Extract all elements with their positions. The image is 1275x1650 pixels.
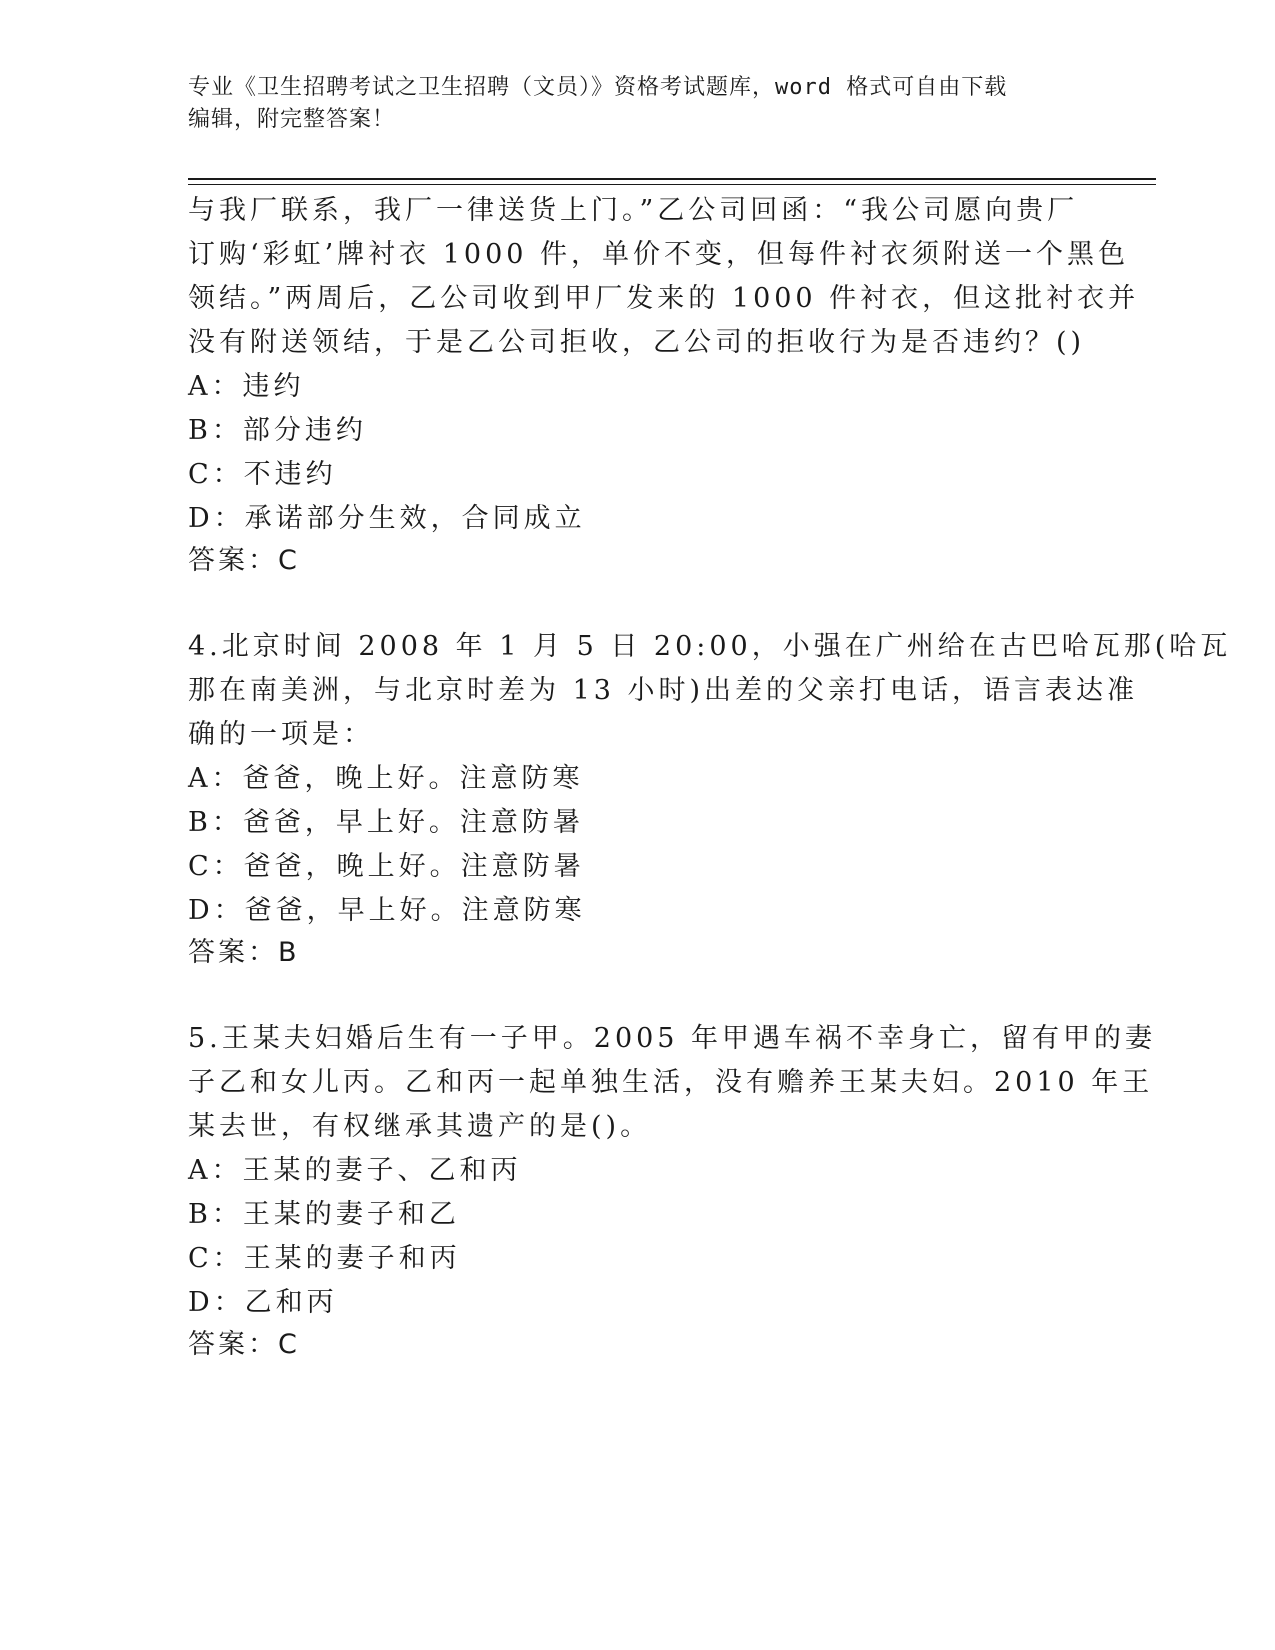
q5-option-b: B：王某的妻子和乙 bbox=[188, 1199, 460, 1230]
q4-line-3: 确的一项是： bbox=[188, 719, 374, 750]
header-line-1: 专业《卫生招聘考试之卫生招聘（文员）》资格考试题库，word 格式可自由下载 bbox=[188, 75, 1008, 100]
q3-line-4: 没有附送领结，于是乙公司拒收，乙公司的拒收行为是否违约？() bbox=[188, 327, 1086, 358]
q5-option-c: C：王某的妻子和丙 bbox=[188, 1243, 461, 1274]
q4-option-d: D：爸爸，早上好。注意防寒 bbox=[188, 895, 586, 926]
q5-line-1: 5.王某夫妇婚后生有一子甲。2005 年甲遇车祸不幸身亡，留有甲的妻 bbox=[188, 1023, 1157, 1054]
q5-option-a: A：王某的妻子、乙和丙 bbox=[188, 1155, 522, 1186]
q3-option-d: D：承诺部分生效，合同成立 bbox=[188, 503, 586, 534]
q4-option-c: C：爸爸，晚上好。注意防暑 bbox=[188, 851, 585, 882]
q5-answer: 答案：C bbox=[188, 1329, 300, 1360]
header-rule-thick bbox=[188, 178, 1156, 180]
q3-option-a: A：违约 bbox=[188, 371, 305, 402]
q3-option-b: B：部分违约 bbox=[188, 415, 367, 446]
header-line-2: 编辑，附完整答案！ bbox=[188, 107, 396, 132]
document-header bbox=[188, 72, 1088, 136]
q3-line-3: 领结。”两周后，乙公司收到甲厂发来的 1000 件衬衣，但这批衬衣并 bbox=[188, 283, 1140, 314]
q3-answer: 答案：C bbox=[188, 545, 300, 576]
q5-line-3: 某去世，有权继承其遗产的是()。 bbox=[188, 1111, 652, 1142]
q3-line-1: 与我厂联系，我厂一律送货上门。”乙公司回函：“我公司愿向贵厂 bbox=[188, 195, 1079, 226]
q4-answer: 答案：B bbox=[188, 937, 300, 968]
q4-line-1: 4.北京时间 2008 年 1 月 5 日 20:00，小强在广州给在古巴哈瓦那(哈瓦 bbox=[188, 631, 1232, 662]
q5-option-d: D：乙和丙 bbox=[188, 1287, 338, 1318]
header-rule-thin bbox=[188, 184, 1156, 185]
q4-option-b: B：爸爸，早上好。注意防暑 bbox=[188, 807, 584, 838]
q3-line-2: 订购‘彩虹’牌衬衣 1000 件，单价不变，但每件衬衣须附送一个黑色 bbox=[188, 239, 1130, 270]
q4-option-a: A：爸爸，晚上好。注意防寒 bbox=[188, 763, 584, 794]
q3-option-c: C：不违约 bbox=[188, 459, 337, 490]
q4-line-2: 那在南美洲，与北京时差为 13 小时)出差的父亲打电话，语言表达准 bbox=[188, 675, 1139, 706]
q5-line-2: 子乙和女儿丙。乙和丙一起单独生活，没有赡养王某夫妇。2010 年王 bbox=[188, 1067, 1154, 1098]
